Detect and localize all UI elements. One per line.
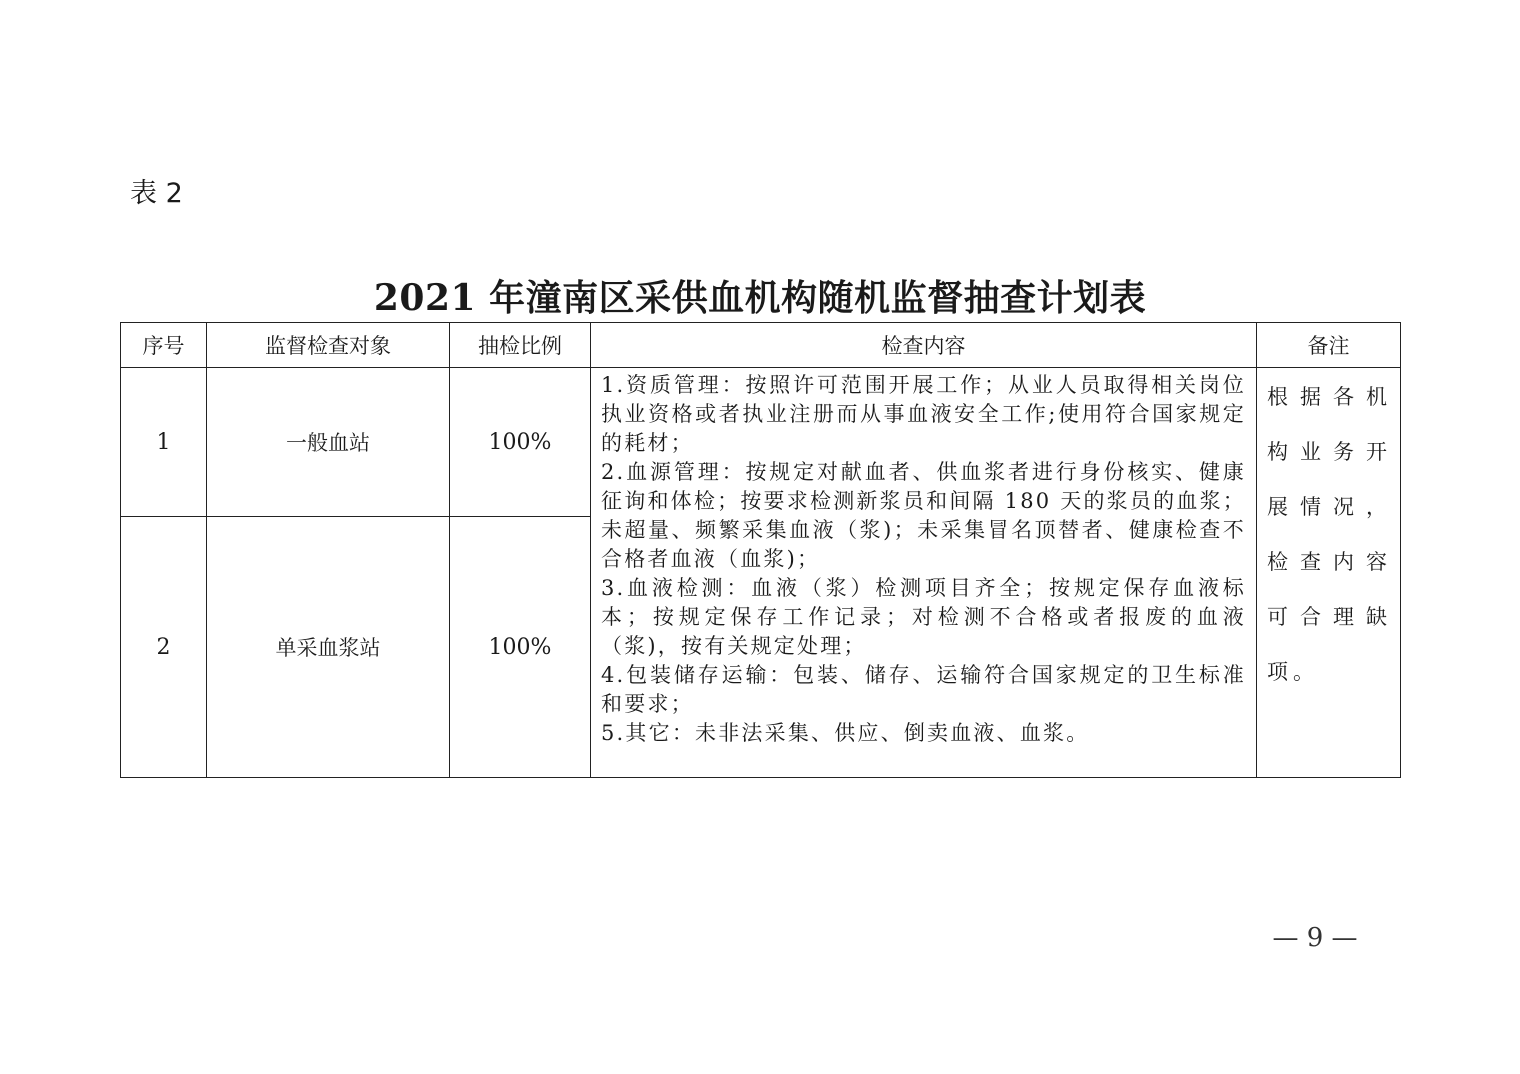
- note-text: 根据各机构业务开展情况，检查内容可合理缺项。: [1267, 385, 1392, 684]
- header-target: 监督检查对象: [207, 323, 450, 368]
- content-item-qualification: 1.资质管理：按照许可范围开展工作；从业人员取得相关岗位执业资格或者执业注册而从事血液安全工作;使用符合国家规定的耗材；: [601, 373, 1246, 455]
- page-number: — 9 —: [1272, 923, 1358, 953]
- content-item-blood-source: 2.血源管理：按规定对献血者、供血浆者进行身份核实、健康征询和体检；按要求检测新浆员和间隔 180 天的浆员的血浆；未超量、频繁采集血液（浆)；未采集冒名顶替者、健康检查不合格者血液（血浆)；: [601, 460, 1246, 571]
- inspection-plan-table: [120, 322, 1401, 778]
- document-title: 2021 年潼南区采供血机构随机监督抽查计划表: [373, 277, 1147, 319]
- row-ratio: 100%: [450, 368, 591, 517]
- row-index: 1: [121, 368, 207, 517]
- table-header-row: [121, 323, 1401, 368]
- header-ratio: 抽检比例: [450, 323, 591, 368]
- header-content: 检查内容: [591, 323, 1257, 368]
- table-label: 表 2: [130, 178, 183, 209]
- row-target: 单采血浆站: [207, 517, 450, 778]
- row-ratio: 100%: [450, 517, 591, 778]
- content-item-blood-testing: 3.血液检测：血液（浆）检测项目齐全；按规定保存血液标本；按规定保存工作记录；对检测不合格或者报废的血液（浆)，按有关规定处理；: [601, 576, 1246, 658]
- row-target: 一般血站: [207, 368, 450, 517]
- note-cell: [1257, 368, 1401, 778]
- inspection-content-cell: [591, 368, 1257, 778]
- table-row: [121, 368, 1401, 517]
- content-item-other: 5.其它：未非法采集、供应、倒卖血液、血浆。: [601, 721, 1090, 745]
- content-item-packaging-storage: 4.包装储存运输：包装、储存、运输符合国家规定的卫生标准和要求；: [601, 663, 1246, 716]
- header-note: 备注: [1257, 323, 1401, 368]
- row-index: 2: [121, 517, 207, 778]
- header-index: 序号: [121, 323, 207, 368]
